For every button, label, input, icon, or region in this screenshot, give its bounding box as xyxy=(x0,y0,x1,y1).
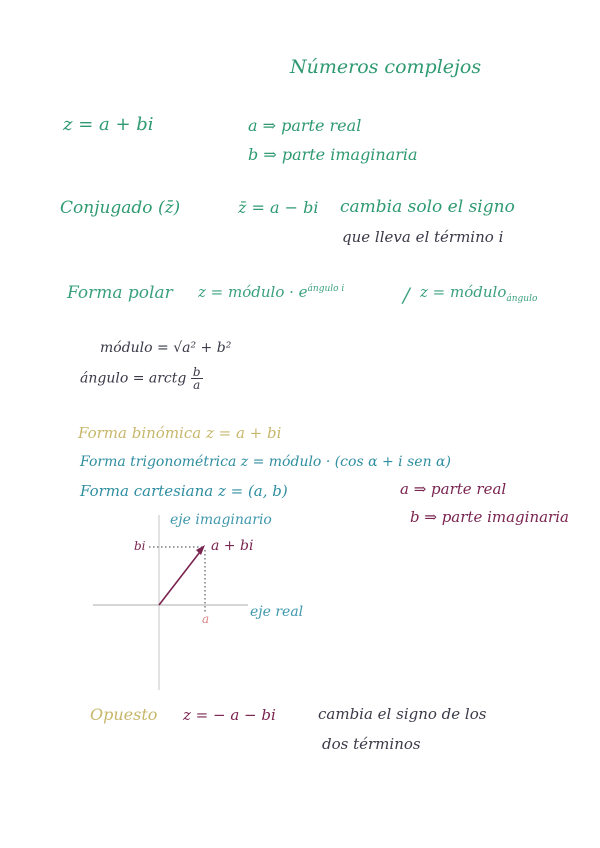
cartesian-form: Forma cartesiana z = (a, b) xyxy=(80,482,288,500)
vector-line xyxy=(159,548,203,605)
a-tick-label: a xyxy=(202,612,210,626)
polar-label: Forma polar xyxy=(67,283,173,303)
page-title: Números complejos xyxy=(290,56,482,78)
opposite-text-1: cambia el signo de los xyxy=(318,705,487,723)
cartesian-real: a ⇒ parte real xyxy=(400,480,507,498)
real-part-text: a ⇒ parte real xyxy=(248,116,362,135)
angle-den: a xyxy=(193,378,201,392)
conjugate-label: Conjugado (z̄) xyxy=(60,198,181,218)
opposite-text-2: dos términos xyxy=(322,735,421,753)
point-label: a + bi xyxy=(211,538,254,554)
bi-tick-label: bi xyxy=(134,539,146,553)
angle-lhs: ángulo = arctg xyxy=(80,370,187,387)
polar-formula-2-text: z = módulo xyxy=(420,283,507,301)
binomial-form: Forma binómica z = a + bi xyxy=(78,424,282,442)
trig-form: Forma trigonométrica z = módulo · (cos α + i sen α) xyxy=(80,454,451,470)
opposite-formula: z = − a − bi xyxy=(183,706,276,724)
polar-exponent: ángulo i xyxy=(307,284,345,294)
conjugate-text-2: que lleva el término i xyxy=(342,228,504,246)
angle-num: b xyxy=(192,365,201,379)
modulus-formula: módulo = √a² + b² xyxy=(100,340,232,356)
polar-subscript: ángulo xyxy=(506,294,538,304)
cartesian-imag: b ⇒ parte imaginaria xyxy=(410,508,569,526)
polar-formula-1-text: z = módulo · e xyxy=(198,283,308,301)
imag-part-text: b ⇒ parte imaginaria xyxy=(248,145,418,164)
polar-separator: / xyxy=(403,283,410,307)
definition-formula: z = a + bi xyxy=(63,114,154,135)
conjugate-formula: z̄ = a − bi xyxy=(238,198,319,217)
imag-axis-label: eje imaginario xyxy=(170,512,272,528)
conjugate-text-1: cambia solo el signo xyxy=(340,197,515,217)
real-axis-label: eje real xyxy=(250,604,304,620)
opposite-label: Opuesto xyxy=(90,705,158,724)
